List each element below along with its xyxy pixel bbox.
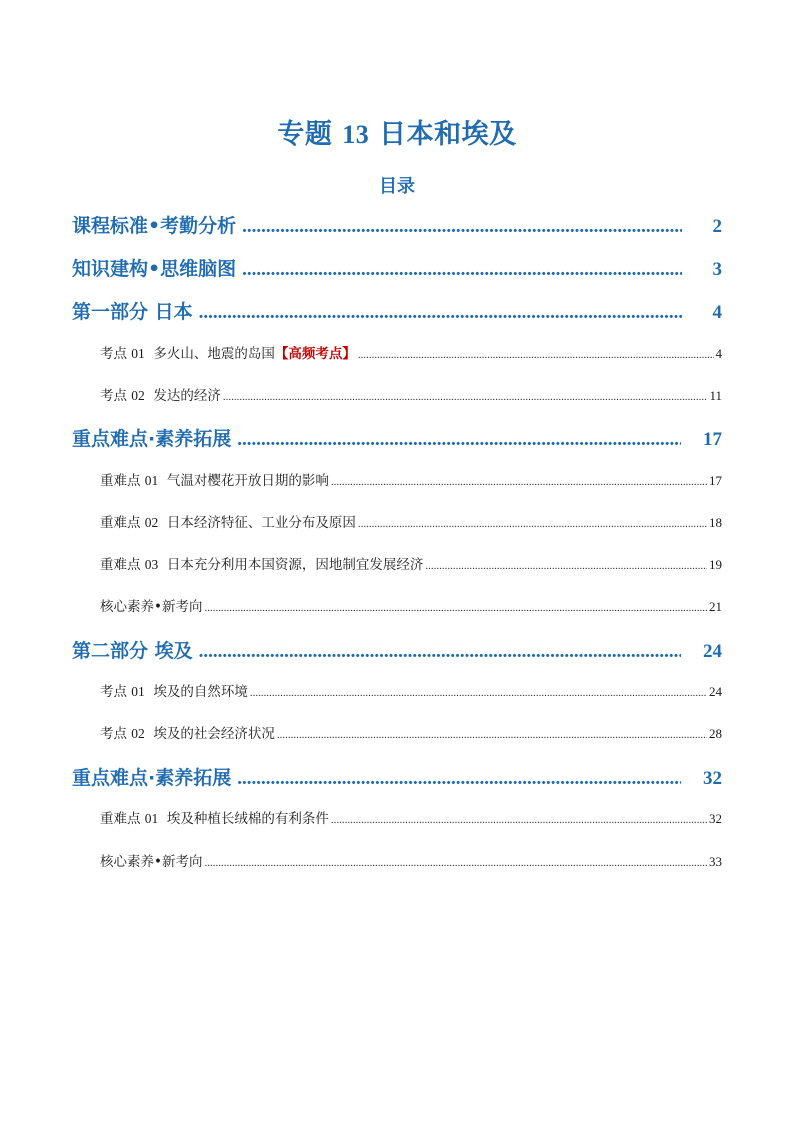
entry-number: 02 xyxy=(144,515,159,530)
toc-entry-title: 核心素养•新考向 xyxy=(100,854,203,870)
toc-subentry-japan-hard-03[interactable] xyxy=(100,553,722,573)
high-frequency-tag: 【高频考点】 xyxy=(274,346,356,362)
toc-page-number: 2 xyxy=(712,216,722,237)
entry-number: 01 xyxy=(131,346,145,361)
toc-entry-title: 第一部分 日本 xyxy=(72,301,193,323)
toc-page-number: 17 xyxy=(709,473,722,488)
dot-leader xyxy=(250,687,707,699)
toc-entry-title xyxy=(100,722,275,742)
toc-page-number: 11 xyxy=(709,388,722,403)
dot-leader xyxy=(358,518,707,530)
toc-page-number: 3 xyxy=(712,259,722,280)
dot-leader xyxy=(331,814,707,826)
toc-entry-course-standards[interactable] xyxy=(72,211,722,238)
toc-entry-title xyxy=(100,511,356,531)
toc-entry-title: 第二部分 埃及 xyxy=(72,640,193,662)
entry-label: 考点 xyxy=(100,684,127,700)
toc-entry-key-points-japan[interactable] xyxy=(72,424,722,451)
entry-text: 日本经济特征、工业分布及原因 xyxy=(166,515,356,531)
toc-page-number: 24 xyxy=(703,641,722,662)
toc-subentry-japan-point-01[interactable] xyxy=(100,342,722,362)
toc-entry-part-two-egypt[interactable] xyxy=(72,636,722,663)
toc-entry-mind-map[interactable] xyxy=(72,254,722,281)
dot-leader xyxy=(237,429,681,451)
dot-leader xyxy=(425,560,707,572)
dot-leader xyxy=(237,768,681,790)
entry-number: 01 xyxy=(144,473,159,488)
toc-subentry-egypt-point-01[interactable] xyxy=(100,680,722,700)
entry-text: 多火山、地震的岛国 xyxy=(153,346,275,362)
toc-entry-title: 重点难点·素养拓展 xyxy=(72,428,232,450)
toc-entry-part-one-japan[interactable] xyxy=(72,297,722,324)
dot-leader xyxy=(331,476,707,488)
toc-entry-title xyxy=(100,469,329,489)
toc-page-number: 4 xyxy=(715,346,722,361)
toc-entry-key-points-egypt[interactable] xyxy=(72,763,722,790)
entry-label: 重难点 xyxy=(100,473,141,489)
toc-entry-title: 知识建构•思维脑图 xyxy=(72,258,237,280)
toc-page-number: 18 xyxy=(709,515,722,530)
toc-entry-title: 核心素养•新考向 xyxy=(100,599,203,615)
dot-leader xyxy=(242,216,682,238)
toc-subentry-egypt-core-literacy[interactable] xyxy=(100,850,722,870)
entry-text: 日本充分利用本国资源，因地制宜发展经济 xyxy=(166,557,424,573)
toc-page-number: 19 xyxy=(709,557,722,572)
entry-text: 埃及的社会经济状况 xyxy=(153,726,275,742)
toc-heading: 目录 xyxy=(379,176,415,197)
dot-leader xyxy=(204,857,707,869)
entry-number: 01 xyxy=(131,684,145,699)
entry-number: 02 xyxy=(131,388,145,403)
toc-subentry-japan-hard-02[interactable] xyxy=(100,511,722,531)
toc-page-number: 32 xyxy=(709,811,722,826)
entry-label: 考点 xyxy=(100,388,127,404)
entry-label: 重难点 xyxy=(100,515,141,531)
entry-number: 03 xyxy=(144,557,159,572)
toc-subentry-japan-hard-01[interactable] xyxy=(100,469,722,489)
toc-entry-title: 重点难点·素养拓展 xyxy=(72,767,232,789)
dot-leader xyxy=(242,259,682,281)
toc-subentry-egypt-hard-01[interactable] xyxy=(100,807,722,827)
dot-leader xyxy=(277,729,707,741)
toc-entry-title xyxy=(100,553,423,573)
entry-number: 02 xyxy=(131,726,145,741)
toc-subentry-japan-core-literacy[interactable] xyxy=(100,595,722,615)
entry-text: 埃及的自然环境 xyxy=(153,684,248,700)
toc-entry-title xyxy=(100,384,221,404)
toc-entry-title xyxy=(100,342,356,362)
toc-page-number: 21 xyxy=(709,599,722,614)
entry-number: 01 xyxy=(144,811,159,826)
title-number: 13 xyxy=(342,120,370,149)
document-title xyxy=(0,112,794,151)
dot-leader xyxy=(358,349,714,361)
toc-page-number: 33 xyxy=(709,854,722,869)
title-prefix: 专题 xyxy=(277,119,333,150)
entry-text: 气温对樱花开放日期的影响 xyxy=(166,473,329,489)
toc-entry-title xyxy=(100,807,329,827)
dot-leader xyxy=(199,641,681,663)
toc-page-number: 24 xyxy=(709,684,722,699)
dot-leader xyxy=(223,391,708,403)
toc-subentry-egypt-point-02[interactable] xyxy=(100,722,722,742)
dot-leader xyxy=(199,302,682,324)
toc-page-number: 32 xyxy=(703,768,722,789)
toc-page-number: 28 xyxy=(709,726,722,741)
entry-text: 发达的经济 xyxy=(153,388,221,404)
entry-text: 埃及种植长绒棉的有利条件 xyxy=(166,811,329,827)
toc-page-number: 4 xyxy=(712,302,722,323)
toc-subentry-japan-point-02[interactable] xyxy=(100,384,722,404)
entry-label: 重难点 xyxy=(100,557,141,573)
entry-label: 重难点 xyxy=(100,811,141,827)
toc-page-number: 17 xyxy=(703,429,722,450)
entry-label: 考点 xyxy=(100,726,127,742)
dot-leader xyxy=(204,602,707,614)
entry-label: 考点 xyxy=(100,346,127,362)
title-name: 日本和埃及 xyxy=(379,119,517,150)
toc-entry-title xyxy=(100,680,248,700)
toc-entry-title: 课程标准•考勤分析 xyxy=(72,215,237,237)
